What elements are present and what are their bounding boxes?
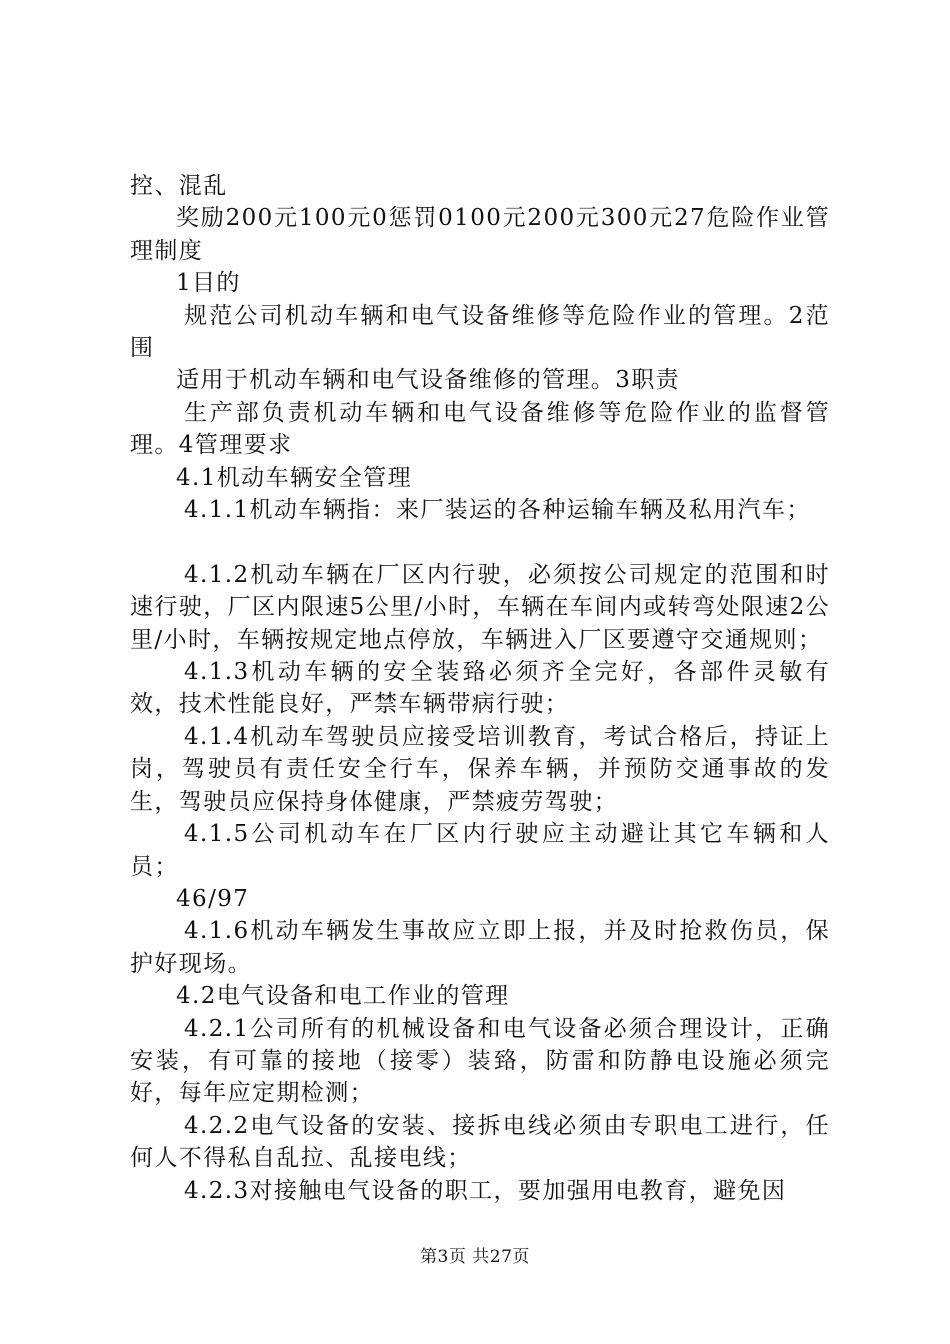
blank-line xyxy=(130,526,830,558)
document-body xyxy=(130,170,830,1207)
paragraph-responsibility: 生产部负责机动车辆和电气设备维修等危险作业的监督管理。4管理要求 xyxy=(130,399,830,459)
heading-purpose: 1目的 xyxy=(176,270,241,297)
paragraph-purpose: 规范公司机动车辆和电气设备维修等危险作业的管理。2范围 xyxy=(130,302,830,362)
paragraph-4-2-3: 4.2.3对接触电气设备的职工，要加强用电教育，避免因 xyxy=(184,1177,787,1204)
page-footer: 第3页 共27页 xyxy=(420,1247,530,1267)
paragraph-4-1-2: 4.1.2机动车辆在厂区内行驶，必须按公司规定的范围和时速行驶，厂区内限速5公里/小时，车辆在车间内或转弯处限速2公里/小时，车辆按规定地点停放，车辆进入厂区要遵守交通规则； xyxy=(130,561,831,653)
paragraph-reward-penalty: 奖励200元100元0惩罚0100元200元300元27危险作业管理制度 xyxy=(130,205,830,264)
paragraph-4-1-5: 4.1.5公司机动车在厂区内行驶应主动避让其它车辆和人员； xyxy=(130,821,830,880)
paragraph-4-1-6: 4.1.6机动车辆发生事故应立即上报，并及时抢救伤员，保护好现场。 xyxy=(130,918,830,977)
paragraph-continuation: 控、混乱 xyxy=(130,173,228,199)
paragraph-4-1-4: 4.1.4机动车驾驶员应接受培训教育，考试合格后，持证上岗，驾驶员有责任安全行车，保养车辆，并预防交通事故的发生，驾驶员应保持身体健康，严禁疲劳驾驶； xyxy=(130,723,830,815)
paragraph-4-1-3: 4.1.3机动车辆的安全装臵必须齐全完好，各部件灵敏有效，技术性能良好，严禁车辆带病行驶； xyxy=(130,659,830,718)
paragraph-4-2-1: 4.2.1公司所有的机械设备和电气设备必须合理设计，正确安装，有可靠的接地（接零）装臵，防雷和防静电设施必须完好，每年应定期检测； xyxy=(130,1015,830,1107)
paragraph-4-1-1: 4.1.1机动车辆指：来厂装运的各种运输车辆及私用汽车； xyxy=(184,497,811,524)
paragraph-4-2-2: 4.2.2电气设备的安装、接拆电线必须由专职电工进行，任何人不得私自乱拉、乱接电线； xyxy=(130,1112,830,1172)
inline-page-marker: 46/97 xyxy=(176,885,250,912)
heading-4-2: 4.2电气设备和电工作业的管理 xyxy=(176,983,510,1010)
paragraph-scope: 适用于机动车辆和电气设备维修的管理。3职责 xyxy=(176,367,681,394)
heading-4-1: 4.1机动车辆安全管理 xyxy=(176,464,412,491)
